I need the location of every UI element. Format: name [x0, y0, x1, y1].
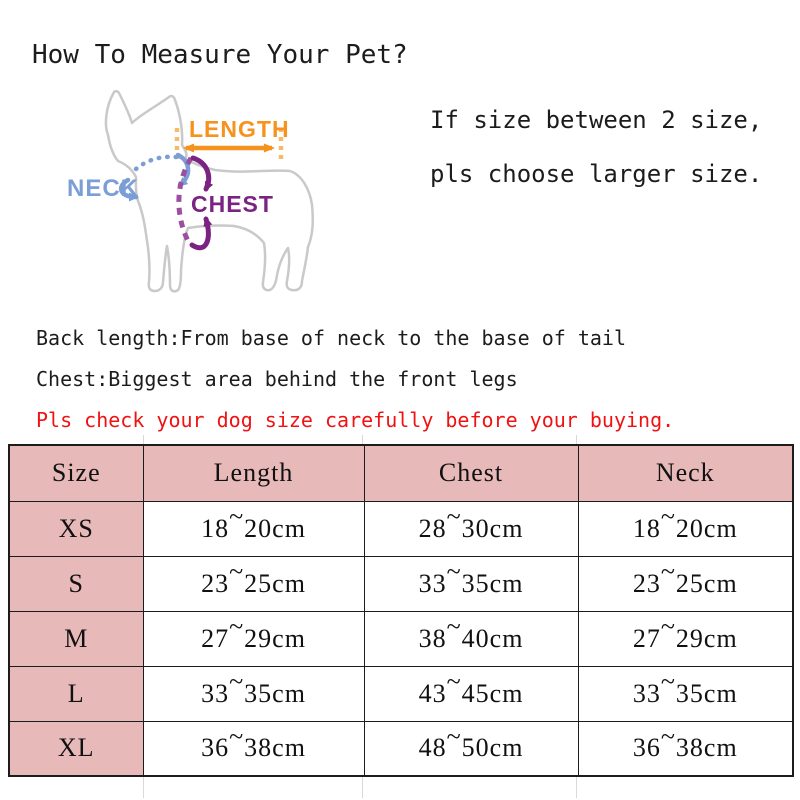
cell-m-length: 27~29cm — [143, 611, 364, 666]
instruction-warning: Pls check your dog size carefully before your buying. — [36, 408, 675, 432]
instruction-chest: Chest:Biggest area behind the front legs — [36, 367, 518, 391]
column-header-size: Size — [9, 445, 143, 501]
gridline-stub — [576, 435, 577, 444]
size-table-header-row — [9, 445, 793, 501]
gridline-stub — [143, 435, 144, 444]
cell-xl-chest: 48~50cm — [364, 721, 578, 776]
length-label: LENGTH — [189, 116, 290, 142]
size-note-line1: If size between 2 size, — [430, 106, 763, 134]
instruction-back-length: Back length:From base of neck to the base of tail — [36, 326, 627, 350]
cell-xs-neck: 18~20cm — [578, 501, 793, 556]
cell-s-length: 23~25cm — [143, 556, 364, 611]
gridline-stub — [362, 777, 363, 798]
neck-label: NECK — [67, 175, 140, 202]
cell-m-size: M — [9, 611, 143, 666]
table-row-xl — [9, 721, 793, 776]
size-table — [8, 444, 794, 777]
cell-m-neck: 27~29cm — [578, 611, 793, 666]
column-header-neck: Neck — [578, 445, 793, 501]
size-note — [430, 93, 762, 201]
column-header-length: Length — [143, 445, 364, 501]
table-row-s — [9, 556, 793, 611]
size-note-line2: pls choose larger size. — [430, 160, 763, 188]
cell-l-chest: 43~45cm — [364, 666, 578, 721]
measure-diagram — [40, 85, 400, 315]
cell-xl-neck: 36~38cm — [578, 721, 793, 776]
table-row-l — [9, 666, 793, 721]
cell-l-neck: 33~35cm — [578, 666, 793, 721]
table-row-m — [9, 611, 793, 666]
gridline-stub — [362, 435, 363, 444]
cell-xl-length: 36~38cm — [143, 721, 364, 776]
gridline-stub — [576, 777, 577, 798]
cell-s-neck: 23~25cm — [578, 556, 793, 611]
chest-label: CHEST — [191, 191, 274, 217]
cell-m-chest: 38~40cm — [364, 611, 578, 666]
gridline-stub — [143, 777, 144, 798]
instructions — [36, 318, 674, 441]
cell-xl-size: XL — [9, 721, 143, 776]
page-title: How To Measure Your Pet? — [32, 40, 408, 70]
table-row-xs — [9, 501, 793, 556]
cell-s-chest: 33~35cm — [364, 556, 578, 611]
column-header-chest: Chest — [364, 445, 578, 501]
cell-l-length: 33~35cm — [143, 666, 364, 721]
cell-xs-size: XS — [9, 501, 143, 556]
cell-xs-length: 18~20cm — [143, 501, 364, 556]
cell-s-size: S — [9, 556, 143, 611]
cell-l-size: L — [9, 666, 143, 721]
cell-xs-chest: 28~30cm — [364, 501, 578, 556]
